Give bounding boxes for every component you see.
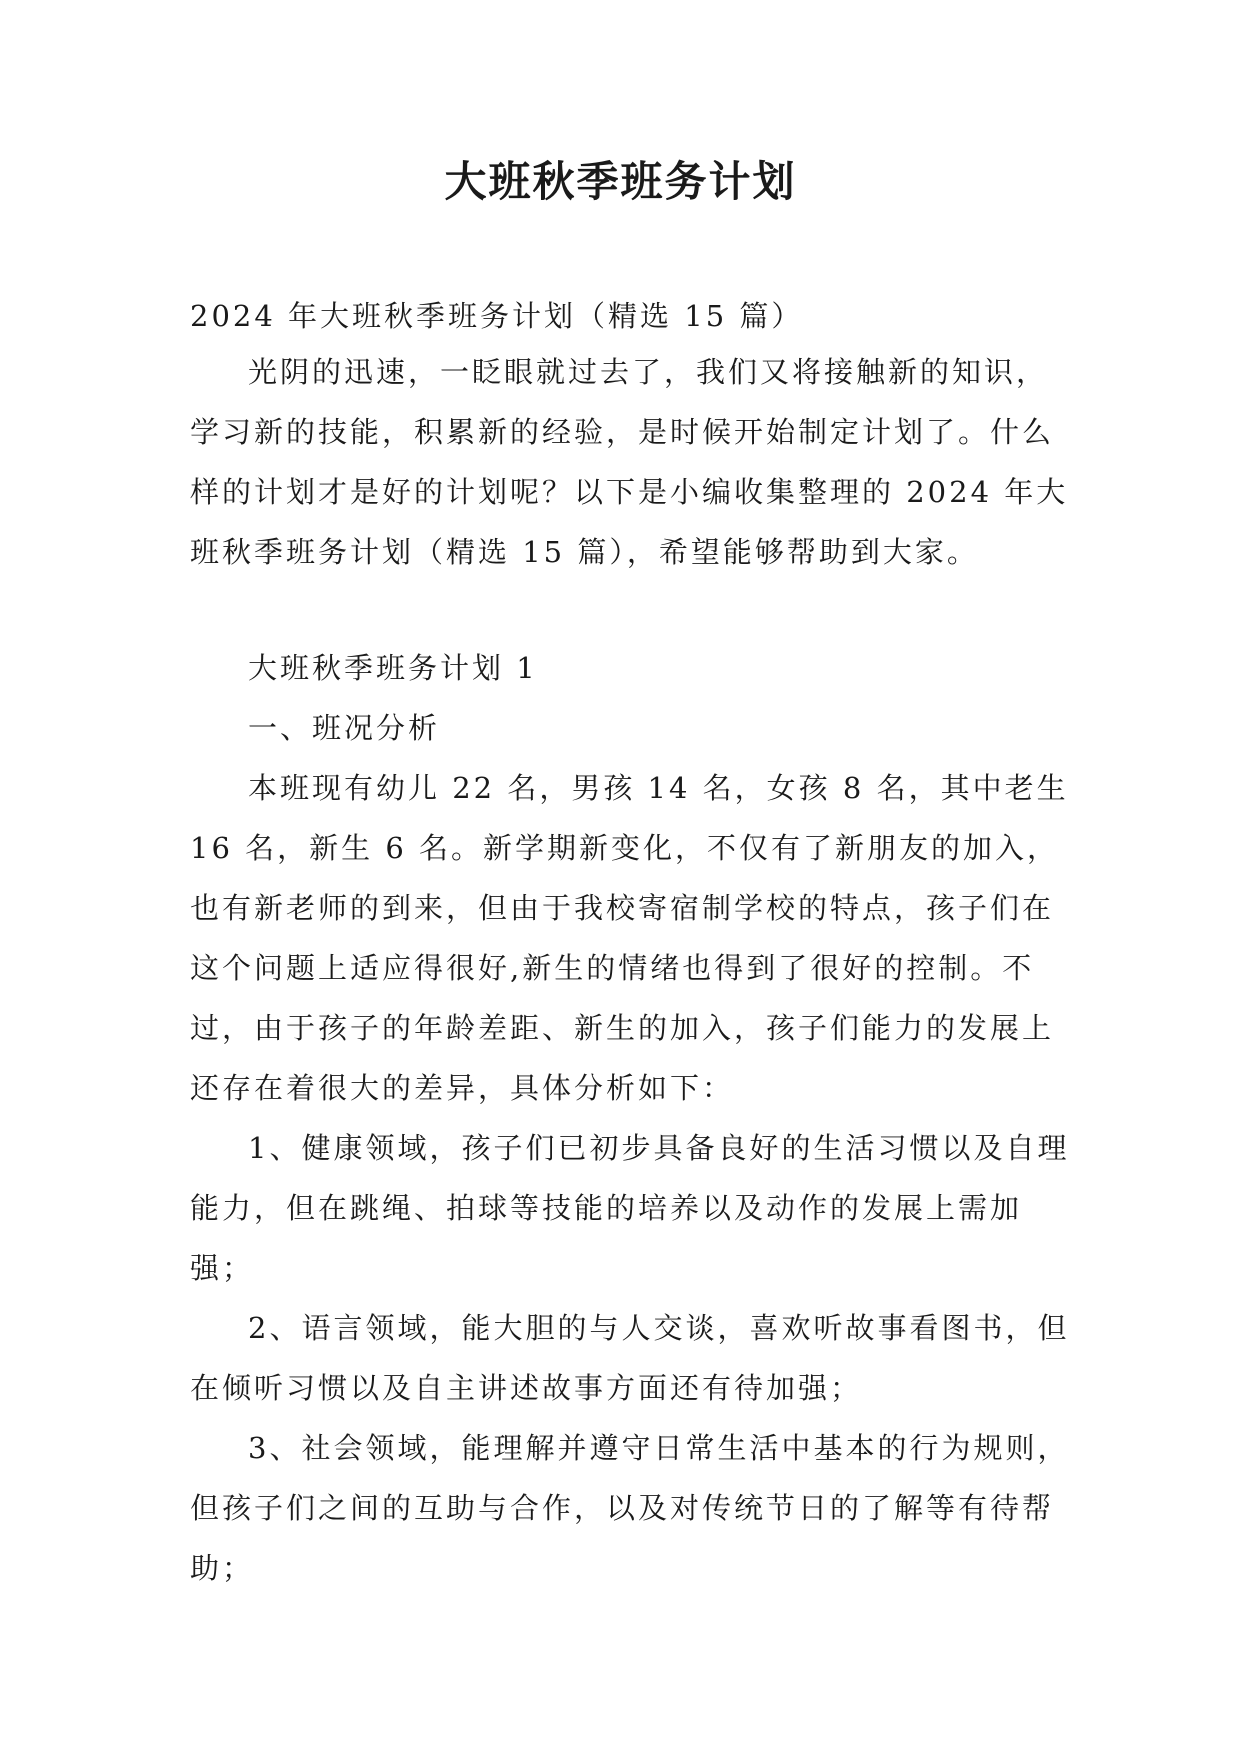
- paragraph-health: 1、健康领域，孩子们已初步具备良好的生活习惯以及自理能力，但在跳绳、拍球等技能的培养以及动作的发展上需加强；: [190, 1131, 1070, 1285]
- paragraph-language: 2、语言领域，能大胆的与人交谈，喜欢听故事看图书，但在倾听习惯以及自主讲述故事方面还有待加强；: [190, 1311, 1070, 1405]
- paragraph-class-overview: 本班现有幼儿 22 名，男孩 14 名，女孩 8 名，其中老生 16 名，新生 6 名。新学期新变化，不仅有了新朋友的加入，也有新老师的到来，但由于我校寄宿制学校的特点，孩子们在这个问题上适应得很好,新生的情绪也得到了很好的控制。不过，由于孩子的年龄差距、新生的加入，孩子们能力的发展上还存在着很大的差异，具体分析如下：: [190, 771, 1069, 1105]
- paragraph-social: 3、社会领域，能理解并遵守日常生活中基本的行为规则，但孩子们之间的互助与合作，以及对传统节日的了解等有待帮助；: [190, 1431, 1070, 1585]
- section-content: [190, 638, 1070, 1598]
- section-heading: 大班秋季班务计划 1: [248, 651, 538, 685]
- document-subtitle: 2024 年大班秋季班务计划（精选 15 篇）: [190, 299, 804, 333]
- document-title: 大班秋季班务计划: [444, 157, 797, 206]
- intro-paragraph: 光阴的迅速，一眨眼就过去了，我们又将接触新的知识，学习新的技能，积累新的经验，是时候开始制定计划了。什么样的计划才是好的计划呢？以下是小编收集整理的 2024 年大班秋季班务计划（精选 15 篇），希望能够帮助到大家。: [190, 355, 1069, 569]
- sub-heading: 一、班况分析: [248, 711, 441, 745]
